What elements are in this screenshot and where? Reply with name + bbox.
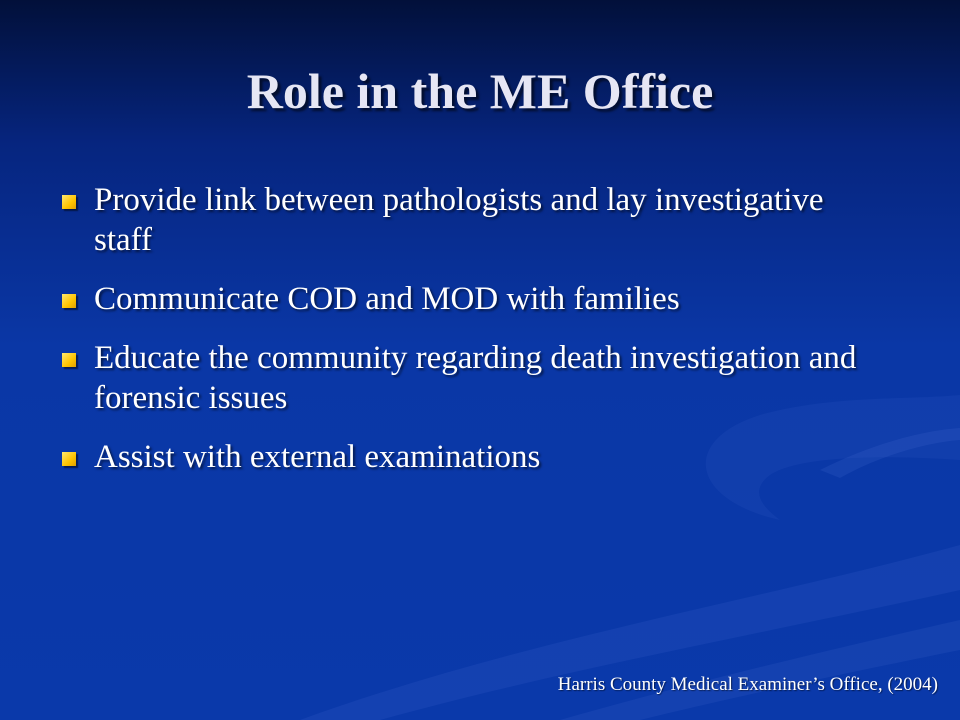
- bullet-item: [60, 437, 860, 477]
- bullet-text: Assist with external examinations: [94, 439, 541, 475]
- citation-text: Harris County Medical Examiner’s Office, (2004): [557, 674, 938, 695]
- bullet-text: Provide link between pathologists and lay investigative staff: [94, 182, 824, 258]
- bullet-list: [60, 180, 860, 496]
- bullet-item: [60, 338, 860, 418]
- bullet-item: [60, 180, 860, 260]
- square-bullet-icon: [62, 294, 76, 308]
- slide-title: Role in the ME Office: [246, 63, 714, 119]
- square-bullet-icon: [62, 353, 76, 367]
- bullet-text: Educate the community regarding death investigation and forensic issues: [94, 340, 857, 416]
- square-bullet-icon: [62, 195, 76, 209]
- bullet-item: [60, 279, 860, 319]
- bullet-text: Communicate COD and MOD with families: [94, 281, 680, 317]
- square-bullet-icon: [62, 452, 76, 466]
